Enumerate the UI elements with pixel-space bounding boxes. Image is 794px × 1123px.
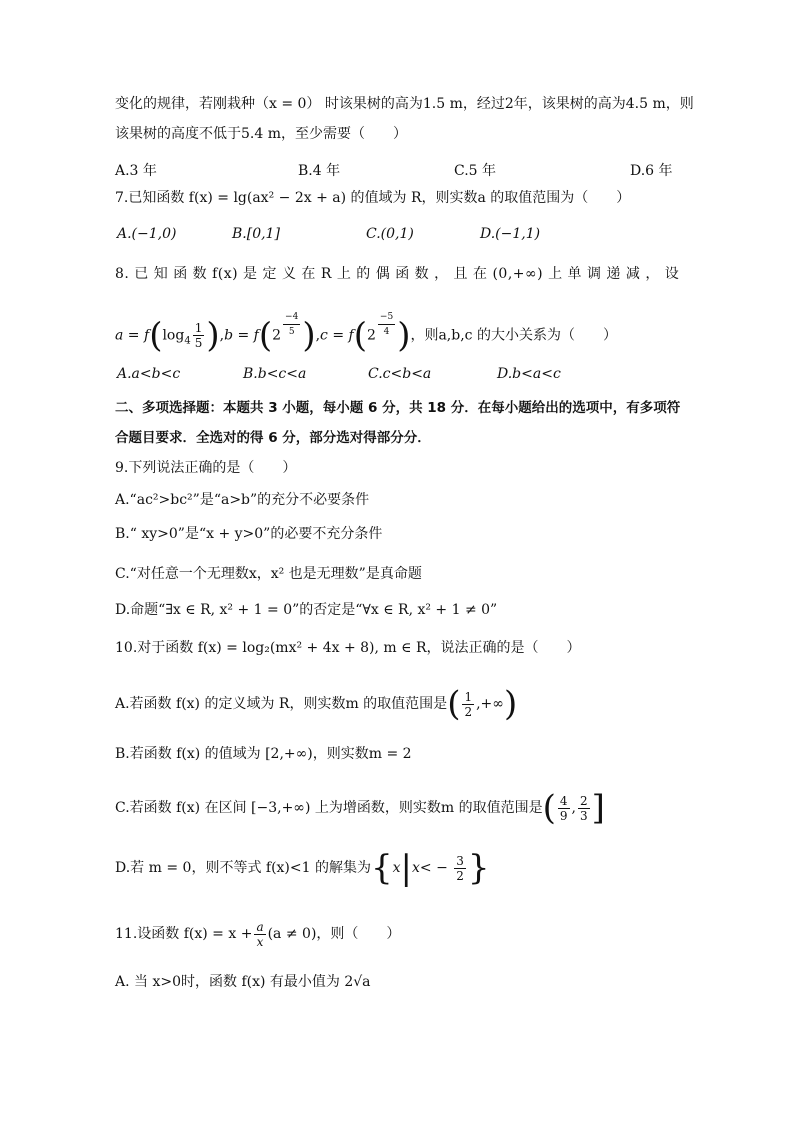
section2-heading-line2: 合题目要求．全选对的得 6 分，部分选对得部分分． — [115, 430, 431, 446]
q7-option-c[interactable]: C.(0,1) — [366, 226, 414, 242]
q8-option-b[interactable]: B.b<c<a — [243, 366, 307, 382]
q9-stem: 9.下列说法正确的是（ ） — [115, 460, 297, 476]
q9-option-d[interactable]: D.命题“∃x ∈ R, x² + 1 = 0”的否定是“∀x ∈ R, x² + 1 ≠ 0” — [115, 602, 498, 618]
q8-option-a[interactable]: A.a<b<c — [117, 366, 181, 382]
q9-option-c[interactable]: C.“对任意一个无理数x，x² 也是无理数”是真命题 — [115, 566, 422, 582]
q8-option-c[interactable]: C.c<b<a — [368, 366, 432, 382]
q10-a-text: A.若函数 f(x) 的定义域为 R，则实数m 的取值范围是 — [115, 696, 448, 712]
q8-definitions: $a = f(\log_4$ $\frac{1}{5}$ ),b = f(2 $\frac{-4}{5}$ ),c = f(2 $\frac{-5}{4}$ )，则a,b,c 的大小关系为（ ） — [115, 312, 617, 356]
q9-option-a[interactable]: A.“ac²>bc²”是“a>b”的充分不必要条件 — [115, 492, 370, 508]
q10-c-text: C.若函数 f(x) 在区间 [−3,+∞) 上为增函数，则实数m 的取值范围是 — [115, 800, 543, 816]
q10-option-b[interactable]: B.若函数 f(x) 的值域为 [2,+∞)，则实数m = 2 — [115, 746, 412, 762]
q10-option-c[interactable]: C.若函数 f(x) 在区间 [−3,+∞) 上为增函数，则实数m 的取值范围是( $\frac{4}{9}$ , $\frac{2}{3}$ ] — [115, 788, 605, 828]
q11-option-a[interactable]: A. 当 x>0时，函数 f(x) 有最小值为 2√a — [115, 974, 371, 990]
q7-stem: 7.已知函数 f(x) = lg(ax² − 2x + a) 的值域为 R，则实数a 的取值范围为（ ） — [115, 190, 631, 206]
q10-option-a[interactable]: A.若函数 f(x) 的定义域为 R，则实数m 的取值范围是( $\frac{1}{2}$ ,+∞) — [115, 684, 518, 724]
q11-stem-prefix: 11.设函数 f(x) = x + — [115, 926, 253, 942]
q8-option-d[interactable]: D.b<a<c — [497, 366, 561, 382]
q10-stem: 10.对于函数 f(x) = log₂(mx² + 4x + 8), m ∈ R，说法正确的是（ ） — [115, 640, 581, 656]
q6-line1: 变化的规律，若刚栽种（x = 0） 时该果树的高为1.5 m，经过2年，该果树的高为4.5 m，则 — [115, 96, 694, 112]
q6-option-b[interactable]: B.4 年 — [298, 163, 341, 179]
q8-tail: ，则a,b,c 的大小关系为（ ） — [410, 327, 617, 344]
q10-option-d[interactable]: D.若 m = 0，则不等式 f(x)<1 的解集为{x|x< − $\frac{3}{2}$ } — [115, 848, 490, 888]
q7-option-d[interactable]: D.(−1,1) — [480, 226, 541, 242]
q10-d-text: D.若 m = 0，则不等式 f(x)<1 的解集为 — [115, 860, 371, 876]
q7-option-a[interactable]: A.(−1,0) — [117, 226, 177, 242]
q6-option-d[interactable]: D.6 年 — [630, 163, 673, 179]
q8-stem: 8. 已 知 函 数 f(x) 是 定 义 在 R 上 的 偶 函 数 ， 且 在 (0,+∞) 上 单 调 递 减 ， 设 — [115, 266, 680, 282]
section2-heading-line1: 二、多项选择题：本题共 3 小题，每小题 6 分，共 18 分．在每小题给出的选项中，有多项符 — [115, 400, 681, 416]
q7-option-b[interactable]: B.[0,1] — [232, 226, 280, 242]
q9-option-b[interactable]: B.“ xy>0”是“x + y>0”的必要不充分条件 — [115, 526, 383, 542]
q11-stem-suffix: (a ≠ 0)，则（ ） — [267, 926, 401, 942]
q11-stem: 11.设函数 f(x) = x + $\frac{a}{x}$ (a ≠ 0)，则（ ） — [115, 919, 401, 949]
q6-line2: 该果树的高度不低于5.4 m，至少需要（ ） — [115, 126, 407, 142]
q6-option-a[interactable]: A.3 年 — [115, 163, 157, 179]
q6-option-c[interactable]: C.5 年 — [454, 163, 497, 179]
